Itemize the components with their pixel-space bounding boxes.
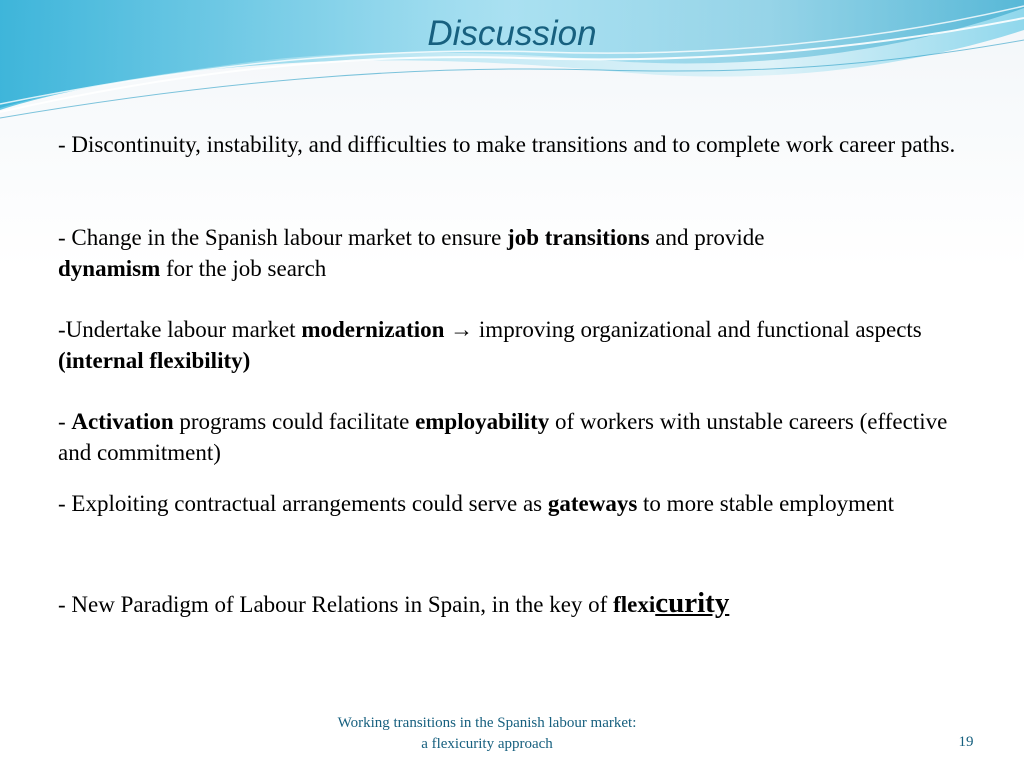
- bullet-text: of workers with unstable careers (effective and commitment): [58, 409, 948, 465]
- bold-term-curity: curity: [655, 587, 730, 619]
- footer-line-2: a flexicurity approach: [421, 736, 553, 752]
- bold-term-activation: Activation: [71, 409, 174, 434]
- page-number: 19: [958, 734, 974, 750]
- bullet-discontinuity: [58, 130, 955, 161]
- bullet-change-labour-market: [58, 223, 765, 284]
- footer-line-1: Working transitions in the Spanish labour market:: [337, 715, 637, 731]
- bold-term-gateways: gateways: [547, 491, 638, 516]
- bullet-text: to more stable employment: [637, 491, 895, 516]
- bullet-text: → improving organizational and functional aspects: [444, 317, 922, 342]
- bold-term-job-transitions: job transitions: [507, 225, 650, 250]
- bullet-text: - New Paradigm of Labour Relations in Spain, in the key of: [58, 592, 614, 617]
- bullet-activation: [58, 407, 958, 468]
- bold-term-flexi: flexi: [613, 592, 656, 617]
- bold-term-modernization: modernization: [301, 317, 445, 342]
- slide-title: Discussion: [427, 14, 597, 53]
- bold-term-dynamism: dynamism: [58, 255, 161, 281]
- slide-footer: [270, 713, 704, 755]
- bullet-text: and provide: [649, 225, 765, 250]
- bullet-new-paradigm: [58, 588, 729, 621]
- bullet-text: - Change in the Spanish labour market to ensure: [58, 225, 508, 250]
- bullet-contractual-arrangements: [58, 489, 894, 520]
- bullet-text: for the job search: [160, 255, 327, 281]
- bold-term-internal-flexibility: (internal flexibility): [58, 347, 251, 373]
- bullet-text: - Discontinuity, instability, and difficulties to make transitions and to complete work career paths.: [58, 132, 956, 157]
- bullet-text: -Undertake labour market: [58, 317, 302, 342]
- bullet-text: - Exploiting contractual arrangements could serve as: [58, 491, 548, 516]
- bullet-modernization: [58, 315, 958, 376]
- bullet-text: -: [58, 409, 72, 434]
- bullet-text: programs could facilitate: [173, 409, 416, 434]
- bold-term-employability: employability: [415, 409, 550, 434]
